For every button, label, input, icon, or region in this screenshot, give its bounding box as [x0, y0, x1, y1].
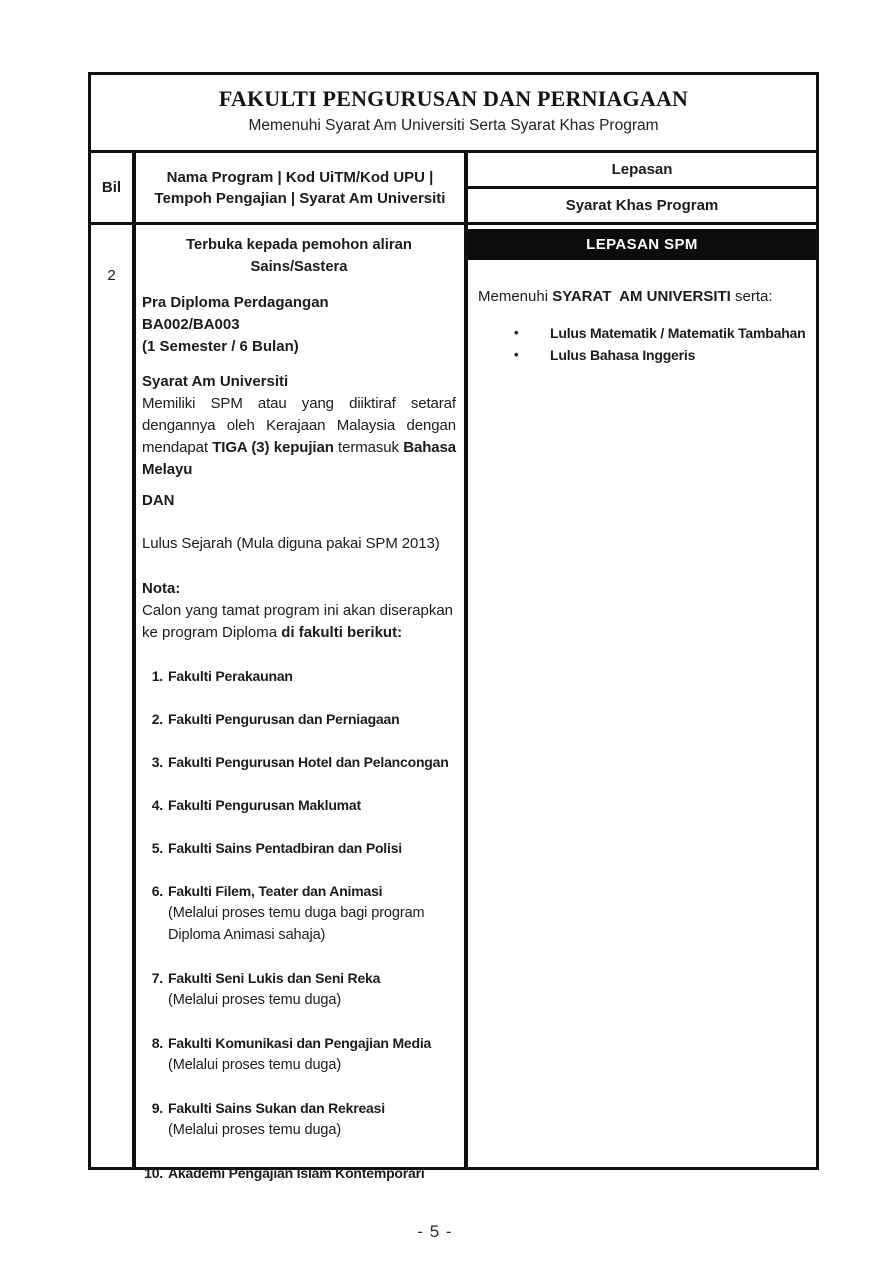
bil-value: 2 [107, 267, 116, 284]
faculty-note: (Melalui proses temu duga) [168, 992, 342, 1008]
faculty-item-3 [142, 751, 456, 773]
nota-paragraph [142, 600, 456, 644]
bullet-icon: • [514, 325, 519, 340]
column-header-right-group [468, 153, 816, 222]
faculty-name: Fakulti Komunikasi dan Pengajian Media [168, 1035, 432, 1051]
nota-heading: Nota: [142, 580, 181, 597]
faculty-number: 1. [151, 668, 163, 684]
faculty-title-block [91, 75, 816, 153]
column-header-lepasan: Lepasan [468, 153, 816, 189]
faculty-number: 6. [151, 883, 163, 899]
program-code: BA002/BA003 [142, 316, 240, 333]
requirements-cell [468, 225, 816, 1167]
faculty-name: Fakulti Sains Sukan dan Rekreasi [168, 1100, 385, 1116]
dan-label: DAN [142, 492, 175, 509]
faculty-name: Fakulti Pengurusan Maklumat [168, 797, 361, 813]
faculty-number: 4. [151, 797, 163, 813]
lepasan-spm-banner: LEPASAN SPM [468, 229, 816, 260]
column-header-bil: Bil [91, 153, 136, 222]
syarat-am-heading: Syarat Am Universiti [142, 373, 289, 390]
faculty-list [142, 665, 456, 1184]
faculty-title: FAKULTI PENGURUSAN DAN PERNIAGAAN [218, 86, 689, 111]
faculty-number: 9. [151, 1100, 163, 1116]
program-name: Pra Diploma Perdagangan [142, 294, 329, 311]
faculty-number: 10. [144, 1165, 163, 1181]
syarat-am-text-1: Memiliki SPM atau yang diiktiraf setaraf dengannya oleh Kerajaan Malaysia dengan mendapat [142, 395, 456, 456]
faculty-item-2 [142, 708, 456, 730]
program-duration: (1 Semester / 6 Bulan) [142, 338, 299, 355]
faculty-note: (Melalui proses temu duga bagi program Diploma Animasi sahaja) [168, 905, 425, 943]
table-header-row [91, 153, 816, 225]
faculty-name: Fakulti Filem, Teater dan Animasi [168, 883, 383, 899]
bullet-item [468, 344, 816, 366]
faculty-item-5 [142, 837, 456, 859]
faculty-name: Fakulti Seni Lukis dan Seni Reka [168, 970, 381, 986]
bil-cell [91, 225, 136, 1167]
bullet-text: Lulus Bahasa Inggeris [550, 347, 696, 363]
column-header-syarat-khas: Syarat Khas Program [565, 197, 719, 214]
open-stream-note: Terbuka kepada pemohon aliran Sains/Sastera [186, 237, 412, 275]
nota-text-1: Calon yang tamat program ini akan diserapkan ke program Diploma [142, 602, 454, 641]
requirements-table [88, 72, 819, 1181]
faculty-item-8 [142, 1032, 456, 1076]
requirements-intro [468, 286, 816, 308]
syarat-am-text-2: termasuk [333, 439, 404, 456]
program-cell [136, 225, 468, 1181]
intro-text-1: Memenuhi [478, 288, 553, 305]
intro-text-2: serta: [730, 288, 773, 305]
syarat-am-bold-2: Bahasa Melayu [142, 439, 457, 478]
faculty-name: Fakulti Pengurusan dan Perniagaan [168, 711, 400, 727]
faculty-item-1 [142, 665, 456, 687]
bullet-item [468, 322, 816, 344]
faculty-subtitle: Memenuhi Syarat Am Universiti Serta Syarat Khas Program [248, 117, 659, 134]
faculty-number: 3. [151, 754, 163, 770]
faculty-item-10 [142, 1162, 456, 1184]
requirements-bullets [468, 322, 816, 366]
faculty-name: Akademi Pengajian Islam Kontemporari [168, 1165, 425, 1181]
faculty-note: (Melalui proses temu duga) [168, 1057, 342, 1073]
bullet-text: Lulus Matematik / Matematik Tambahan [550, 325, 806, 341]
column-header-program: Nama Program | Kod UiTM/Kod UPU | Tempoh Pengajian | Syarat Am Universiti [136, 153, 468, 222]
bullet-icon: • [514, 347, 519, 362]
faculty-number: 5. [151, 840, 163, 856]
faculty-name: Fakulti Pengurusan Hotel dan Pelancongan [168, 754, 449, 770]
faculty-name: Fakulti Sains Pentadbiran dan Polisi [168, 840, 402, 856]
page-number: - 5 - [417, 1222, 453, 1241]
intro-bold: SYARAT AM UNIVERSITI [552, 288, 731, 305]
syarat-am-paragraph [142, 393, 456, 481]
faculty-item-7 [142, 967, 456, 1011]
program-block [142, 292, 456, 358]
faculty-name: Fakulti Perakaunan [168, 668, 293, 684]
table-row [91, 225, 816, 1181]
sejarah-requirement: Lulus Sejarah (Mula diguna pakai SPM 2013) [142, 535, 440, 552]
faculty-number: 2. [151, 711, 163, 727]
nota-bold-1: di fakulti berikut: [281, 624, 403, 641]
faculty-item-9 [142, 1097, 456, 1141]
faculty-note: (Melalui proses temu duga) [168, 1122, 342, 1138]
faculty-number: 7. [151, 970, 163, 986]
faculty-item-6 [142, 880, 456, 946]
faculty-number: 8. [151, 1035, 163, 1051]
syarat-am-bold-1: TIGA (3) kepujian [212, 439, 334, 456]
faculty-item-4 [142, 794, 456, 816]
